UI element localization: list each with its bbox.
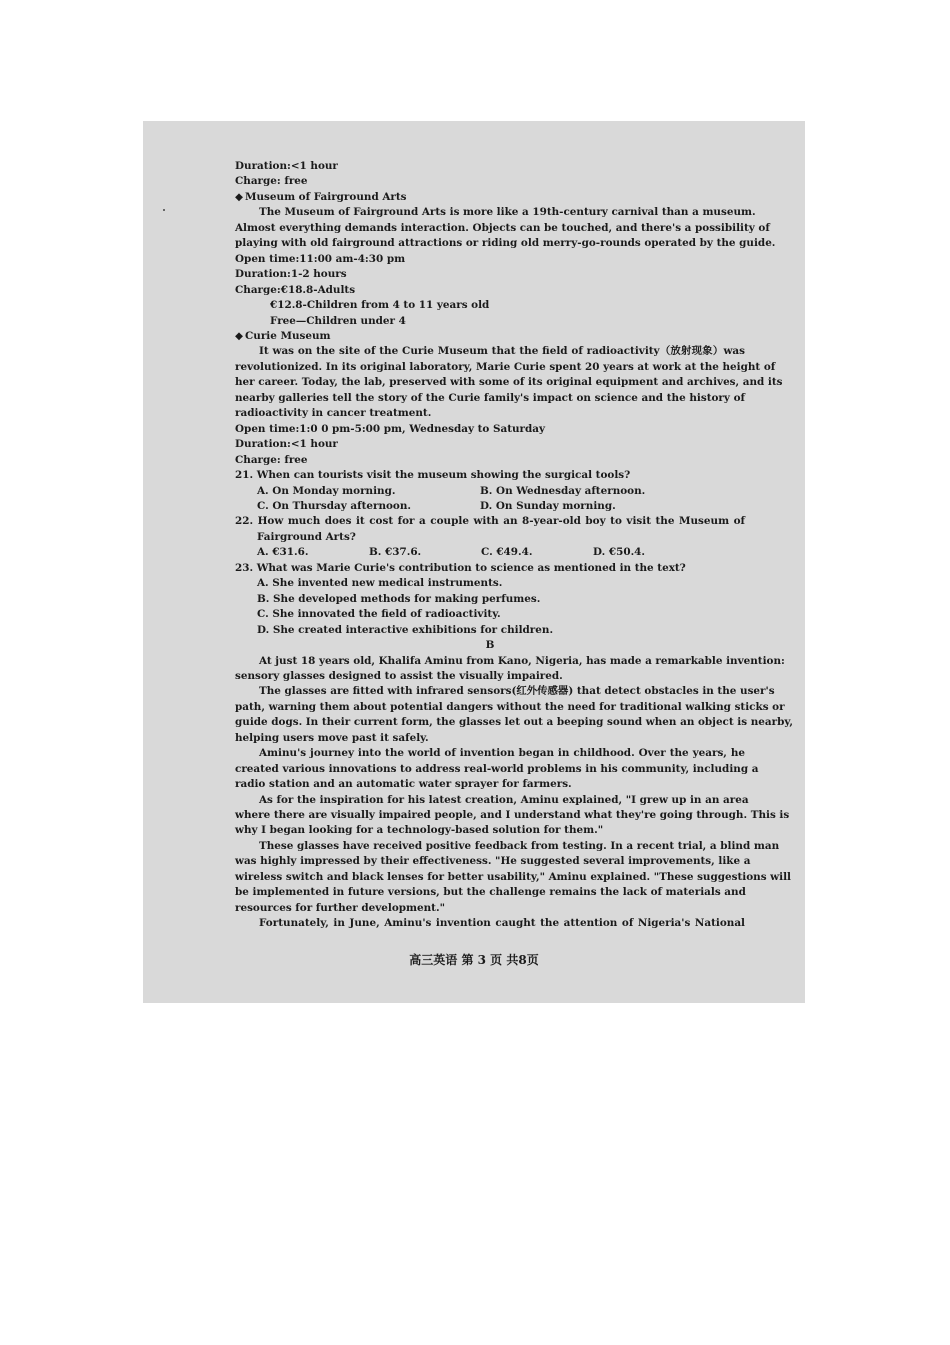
question-22-stem: 22. How much does it cost for a couple with an 8-year-old boy to visit the Museum of <box>235 515 745 528</box>
passage-b-line: wireless switch and black lenses for better usability," Aminu explained. "These suggestions will <box>235 870 791 883</box>
passage-b-line: resources for further development." <box>235 901 446 914</box>
curie-para-line: It was on the site of the Curie Museum that the field of radioactivity（放射现象）was <box>259 345 745 358</box>
option-a: A. €31.6. <box>257 546 309 559</box>
passage-b-line: radio station and an automatic water sprayer for farmers. <box>235 778 572 791</box>
option-c: C. She innovated the field of radioactivity. <box>257 608 501 621</box>
curie-open-time: Open time:1:0 0 pm-5:00 pm, Wednesday to Saturday <box>235 422 546 435</box>
curie-para-line: revolutionized. In its original laboratory, Marie Curie spent 20 years at work at the height of <box>235 360 776 373</box>
scanned-page <box>143 121 805 1003</box>
question-23-stem: 23. What was Marie Curie's contribution to science as mentioned in the text? <box>235 561 686 574</box>
passage-b-line: be implemented in future versions, but the challenge remains the lack of materials and <box>235 886 746 899</box>
duration-line: Duration:<1 hour <box>235 160 338 172</box>
option-d: D. €50.4. <box>593 546 646 559</box>
curie-title: Curie Museum <box>245 329 331 342</box>
passage-b-line: path, warning them about potential dangers without the need for traditional walking sticks or <box>235 700 785 713</box>
charge-line: Charge: free <box>235 175 308 188</box>
question-21-options-row <box>235 499 745 514</box>
fairground-charge-free: Free—Children under 4 <box>270 314 406 327</box>
question-22-options-row <box>235 545 745 560</box>
passage-b-line: was highly impressed by their effectiveness. "He suggested several improvements, like a <box>235 855 751 868</box>
option-b: B. She developed methods for making perfumes. <box>257 592 541 605</box>
page-content <box>235 159 794 932</box>
curie-duration: Duration:<1 hour <box>235 438 338 451</box>
passage-b-line: created various innovations to address real-world problems in his community, including a <box>235 762 759 775</box>
section-b-title: B <box>485 639 495 652</box>
passage-b-line: helping users move past it safely. <box>235 731 429 744</box>
option-c: C. On Thursday afternoon. <box>257 499 412 512</box>
option-b: B. €37.6. <box>369 546 422 559</box>
option-a: A. On Monday morning. <box>257 484 396 497</box>
page-footer: 高三英语 第 3 页 共8页 <box>409 953 539 967</box>
curie-para-line: nearby galleries tell the story of the Curie family's impact on science and the history of <box>235 391 745 404</box>
option-d: D. She created interactive exhibitions for children. <box>257 623 554 636</box>
passage-b-line: These glasses have received positive feedback from testing. In a recent trial, a blind man <box>259 839 780 852</box>
passage-b-line: why I began looking for a technology-based solution for them." <box>235 824 604 837</box>
fairground-title: Museum of Fairground Arts <box>245 190 407 203</box>
diamond-bullet-icon: ◆ <box>235 190 243 203</box>
passage-b-line: Fortunately, in June, Aminu's invention caught the attention of Nigeria's National <box>259 917 745 930</box>
passage-b-line: As for the inspiration for his latest creation, Aminu explained, "I grew up in an area <box>259 793 749 806</box>
passage-b-line: Aminu's journey into the world of invention began in childhood. Over the years, he <box>259 747 745 760</box>
fairground-duration: Duration:1-2 hours <box>235 268 347 281</box>
passage-b-line: At just 18 years old, Khalifa Aminu from Kano, Nigeria, has made a remarkable invention: <box>259 654 785 667</box>
option-d: D. On Sunday morning. <box>480 499 616 512</box>
option-b: B. On Wednesday afternoon. <box>480 484 646 497</box>
option-a: A. She invented new medical instruments. <box>257 577 503 590</box>
fairground-para-line: playing with old fairground attractions or riding old merry-go-rounds operated by the guide. <box>235 237 776 250</box>
curie-heading <box>235 329 745 344</box>
speck <box>163 209 165 211</box>
fairground-heading <box>235 190 745 205</box>
curie-charge: Charge: free <box>235 453 308 466</box>
option-c: C. €49.4. <box>481 546 533 559</box>
fairground-charge: Charge:€18.8-Adults <box>235 283 356 296</box>
question-22-stem-cont: Fairground Arts? <box>257 530 356 543</box>
curie-para-line: radioactivity in cancer treatment. <box>235 407 432 420</box>
question-21-options-row <box>235 484 745 499</box>
fairground-para-line: Almost everything demands interaction. Objects can be touched, and there's a possibility of <box>235 221 770 234</box>
curie-para-line: her career. Today, the lab, preserved with some of its original equipment and archives, and its <box>235 376 783 389</box>
fairground-charge-children: €12.8-Children from 4 to 11 years old <box>270 299 490 312</box>
fairground-open-time: Open time:11:00 am-4:30 pm <box>235 252 406 265</box>
fairground-para-line: The Museum of Fairground Arts is more like a 19th-century carnival than a museum. <box>259 206 756 219</box>
passage-b-line: guide dogs. In their current form, the glasses let out a beeping sound when an object is nearby, <box>235 716 794 729</box>
passage-b-line: sensory glasses designed to assist the visually impaired. <box>235 669 563 682</box>
passage-b-line: where there are visually impaired people, and I understand what they're going through. This is <box>235 809 790 822</box>
diamond-bullet-icon: ◆ <box>235 329 243 342</box>
passage-b-line: The glasses are fitted with infrared sensors(红外传感器) that detect obstacles in the user's <box>259 685 775 698</box>
question-21-stem: 21. When can tourists visit the museum showing the surgical tools? <box>235 469 631 482</box>
